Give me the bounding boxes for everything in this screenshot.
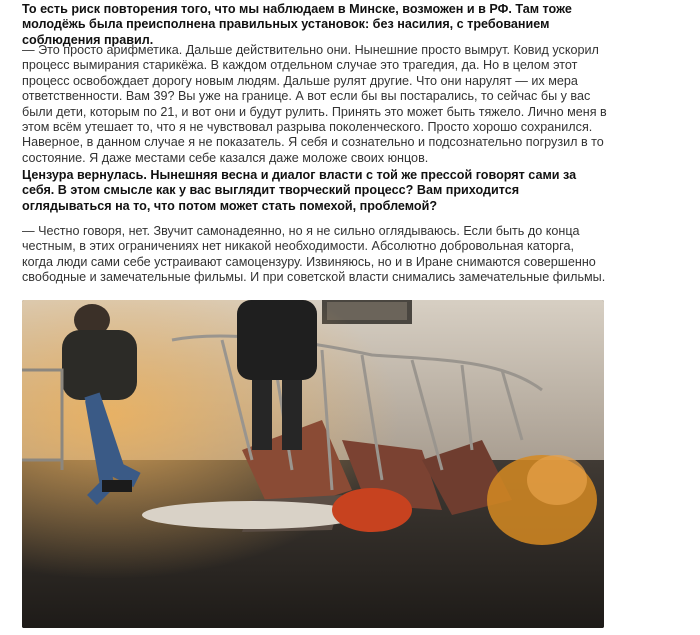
photo-street-scene-icon (22, 300, 604, 628)
interview-answer-1: — Это просто арифметика. Дальше действительно они. Нынешние просто вымрут. Ковид ускорил процесс вымирания старикёжа. В каждом отдельном случае это трагедия, да. Но в целом этот процесс освобождает дорогу новым людям. Дальше рулят другие. Что они нарулят — их мера ответственности. Вам 39? Вы уже на границе. А вот если бы вы постарались, то сейчас бы у вас были дети, которым по 21, и вот они и будут рулить. Принять это может быть тяжело. Лично меня в этом всём утешает то, что я не чувствовал разрыва поколенческого. Просто хорошо сохранился. Наверное, в данном случае я не показатель. Я себя и сознательно и подсознательно погрузил в то состояние. Я даже местами себе казался даже моложе своих юнцов. (22, 43, 607, 165)
interview-answer-2: — Честно говоря, нет. Звучит самонадеянно, но я не сильно оглядываюсь. Если быть до конца честным, в этих ограничениях нет никакой необходимости. Абсолютно добровольная каторга, когда люди сами себе устраивают самоцензуру. Извиняюсь, но и в Иране снимаются совершенно свободные и замечательные фильмы. И при советской власти снимались замечательные фильмы. (22, 224, 606, 285)
article-photo (22, 300, 604, 628)
interview-question-2: Цензура вернулась. Нынешняя весна и диалог власти с той же прессой говорят сами за себя. В этом смысле как у вас выглядит творческий процесс? Вам приходится оглядываться на то, что потом может стать помехой, проблемой? (22, 168, 577, 213)
interview-question-1: То есть риск повторения того, что мы наблюдаем в Минске, возможен и в РФ. Там тоже молодёжь была преисполнена правильных установок: без насилия, с требованием соблюдения правил. (22, 2, 572, 47)
